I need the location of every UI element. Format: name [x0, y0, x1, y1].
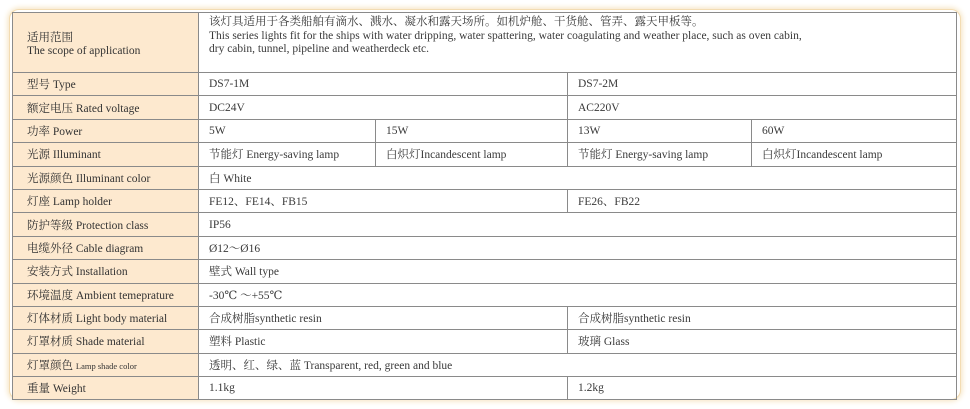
scope-label-en: The scope of application	[27, 44, 141, 57]
row-illuminant-color	[13, 166, 957, 189]
power-value-1: 5W	[199, 119, 376, 142]
illuminant-value-4: 白炽灯Incandescent lamp	[752, 143, 957, 166]
type-value-2m: DS7-2M	[568, 73, 957, 96]
scope-label	[13, 13, 199, 73]
shade-material-value-2: 玻璃 Glass	[568, 330, 957, 353]
row-scope	[13, 13, 957, 73]
protection-value: IP56	[199, 213, 957, 236]
weight-label: 重量 Weight	[13, 377, 199, 400]
shade-material-value-1: 塑料 Plastic	[199, 330, 568, 353]
illuminant-color-value: 白 White	[199, 166, 957, 189]
specification-table	[12, 12, 957, 400]
scope-value	[199, 13, 957, 73]
illuminant-value-3: 节能灯 Energy-saving lamp	[568, 143, 752, 166]
temperature-label: 环境温度 Ambient temeprature	[13, 283, 199, 306]
lamp-holder-label: 灯座 Lamp holder	[13, 189, 199, 212]
shade-color-label	[13, 353, 199, 376]
weight-value-1: 1.1kg	[199, 377, 568, 400]
type-value-1m: DS7-1M	[199, 73, 568, 96]
cable-value: Ø12～Ø16	[199, 236, 957, 259]
voltage-value-1: DC24V	[199, 96, 568, 119]
temperature-value: -30℃ ～+55℃	[199, 283, 957, 306]
row-weight	[13, 377, 957, 400]
row-shade-material	[13, 330, 957, 353]
illuminant-value-1: 节能灯 Energy-saving lamp	[199, 143, 376, 166]
power-label: 功率 Power	[13, 119, 199, 142]
row-shade-color	[13, 353, 957, 376]
scope-label-cn: 适用范围	[27, 31, 73, 44]
row-lamp-holder	[13, 189, 957, 212]
shade-color-label-cn: 灯罩颜色	[27, 359, 73, 372]
illuminant-label: 光源 Illuminant	[13, 143, 199, 166]
body-material-label: 灯体材质 Light body material	[13, 306, 199, 329]
scope-text-en-1: This series lights fit for the ships with water dripping, water spattering, water coagulating and weather place, such as oven cabin,	[209, 29, 802, 42]
protection-label: 防护等级 Protection class	[13, 213, 199, 236]
power-value-3: 13W	[568, 119, 752, 142]
installation-label: 安装方式 Installation	[13, 260, 199, 283]
lamp-holder-value-2: FE26、FB22	[568, 189, 957, 212]
voltage-value-2: AC220V	[568, 96, 957, 119]
shade-color-label-en: Lamp shade color	[75, 360, 137, 371]
lamp-holder-value-1: FE12、FE14、FB15	[199, 189, 568, 212]
body-material-value-1: 合成树脂synthetic resin	[199, 306, 568, 329]
power-value-4: 60W	[752, 119, 957, 142]
row-body-material	[13, 306, 957, 329]
row-type	[13, 73, 957, 96]
weight-value-2: 1.2kg	[568, 377, 957, 400]
voltage-label: 额定电压 Rated voltage	[13, 96, 199, 119]
row-protection	[13, 213, 957, 236]
scope-text-cn: 该灯具适用于各类船舶有滴水、溅水、凝水和露天场所。如机炉舱、干货舱、管弄、露天甲板等。	[209, 16, 704, 28]
illuminant-value-2: 白炽灯Incandescent lamp	[376, 143, 568, 166]
type-label: 型号 Type	[13, 73, 199, 96]
power-value-2: 15W	[376, 119, 568, 142]
cable-label: 电缆外径 Cable diagram	[13, 236, 199, 259]
row-temperature	[13, 283, 957, 306]
body-material-value-2: 合成树脂synthetic resin	[568, 306, 957, 329]
row-installation	[13, 260, 957, 283]
scope-text-en-2: dry cabin, tunnel, pipeline and weatherdeck etc.	[209, 43, 430, 55]
illuminant-color-label: 光源颜色 Illuminant color	[13, 166, 199, 189]
row-voltage	[13, 96, 957, 119]
installation-value: 壁式 Wall type	[199, 260, 957, 283]
row-illuminant	[13, 143, 957, 166]
shade-material-label: 灯罩材质 Shade material	[13, 330, 199, 353]
shade-color-value: 透明、红、绿、蓝 Transparent, red, green and blue	[199, 353, 957, 376]
row-power	[13, 119, 957, 142]
row-cable	[13, 236, 957, 259]
